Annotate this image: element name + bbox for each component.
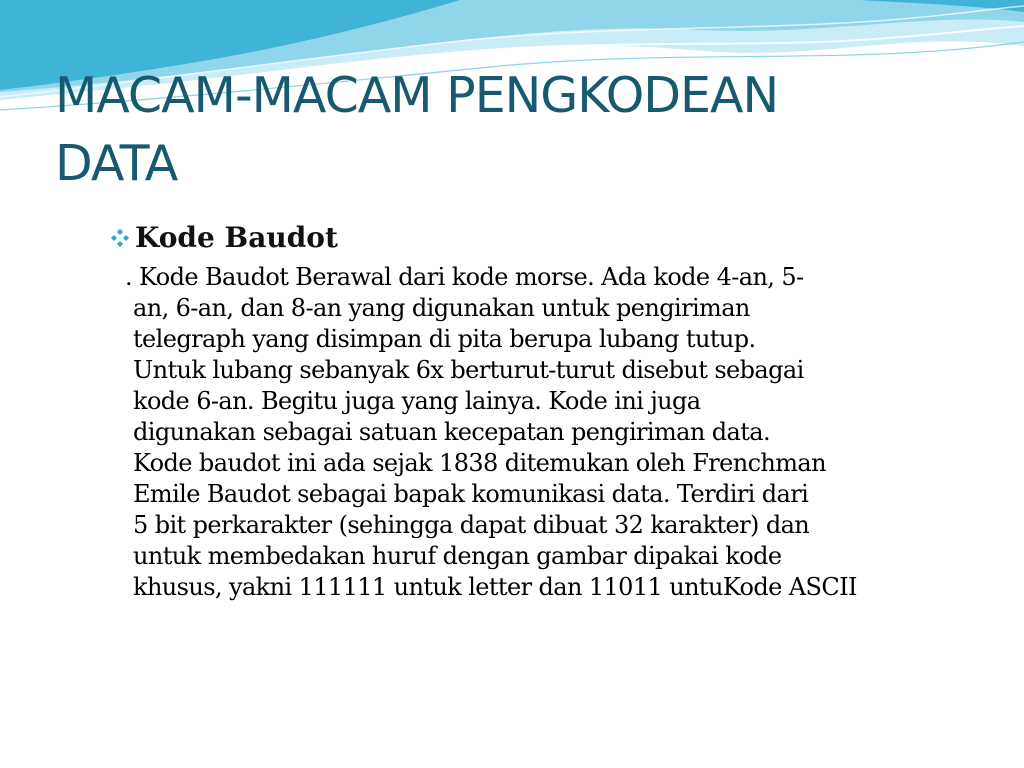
slide-title-line-2: DATA — [55, 135, 178, 192]
body-line: Kode baudot ini ada sejak 1838 ditemukan oleh Frenchman — [133, 449, 827, 477]
slide-title — [55, 62, 955, 198]
body-line: telegraph yang disimpan di pita berupa lubang tutup. — [133, 325, 756, 353]
body-line: 5 bit perkarakter (sehingga dapat dibuat 32 karakter) dan — [133, 511, 810, 539]
body-line: Emile Baudot sebagai bapak komunikasi data. Terdiri dari — [133, 480, 809, 508]
body-line: an, 6-an, dan 8-an yang digunakan untuk pengiriman — [133, 294, 750, 322]
body-paragraph — [125, 262, 983, 603]
body-line: digunakan sebagai satuan kecepatan pengiriman data. — [133, 418, 770, 446]
body-line: Untuk lubang sebanyak 6x berturut-turut disebut sebagai — [133, 356, 804, 384]
body-line: khusus, yakni 111111 untuk letter dan 11011 untuKode ASCII — [133, 573, 857, 601]
body-line: untuk membedakan huruf dengan gambar dipakai kode — [133, 542, 782, 570]
body-line: . Kode Baudot Berawal dari kode morse. Ada kode 4-an, 5- — [125, 263, 804, 291]
slide-title-line-1: MACAM-MACAM PENGKODEAN — [55, 67, 779, 124]
body-line: kode 6-an. Begitu juga yang lainya. Kode ini juga — [133, 387, 701, 415]
bullet-heading: Kode Baudot — [135, 221, 338, 254]
bullet-item — [108, 218, 338, 258]
diamond-bullet-icon — [108, 226, 132, 250]
